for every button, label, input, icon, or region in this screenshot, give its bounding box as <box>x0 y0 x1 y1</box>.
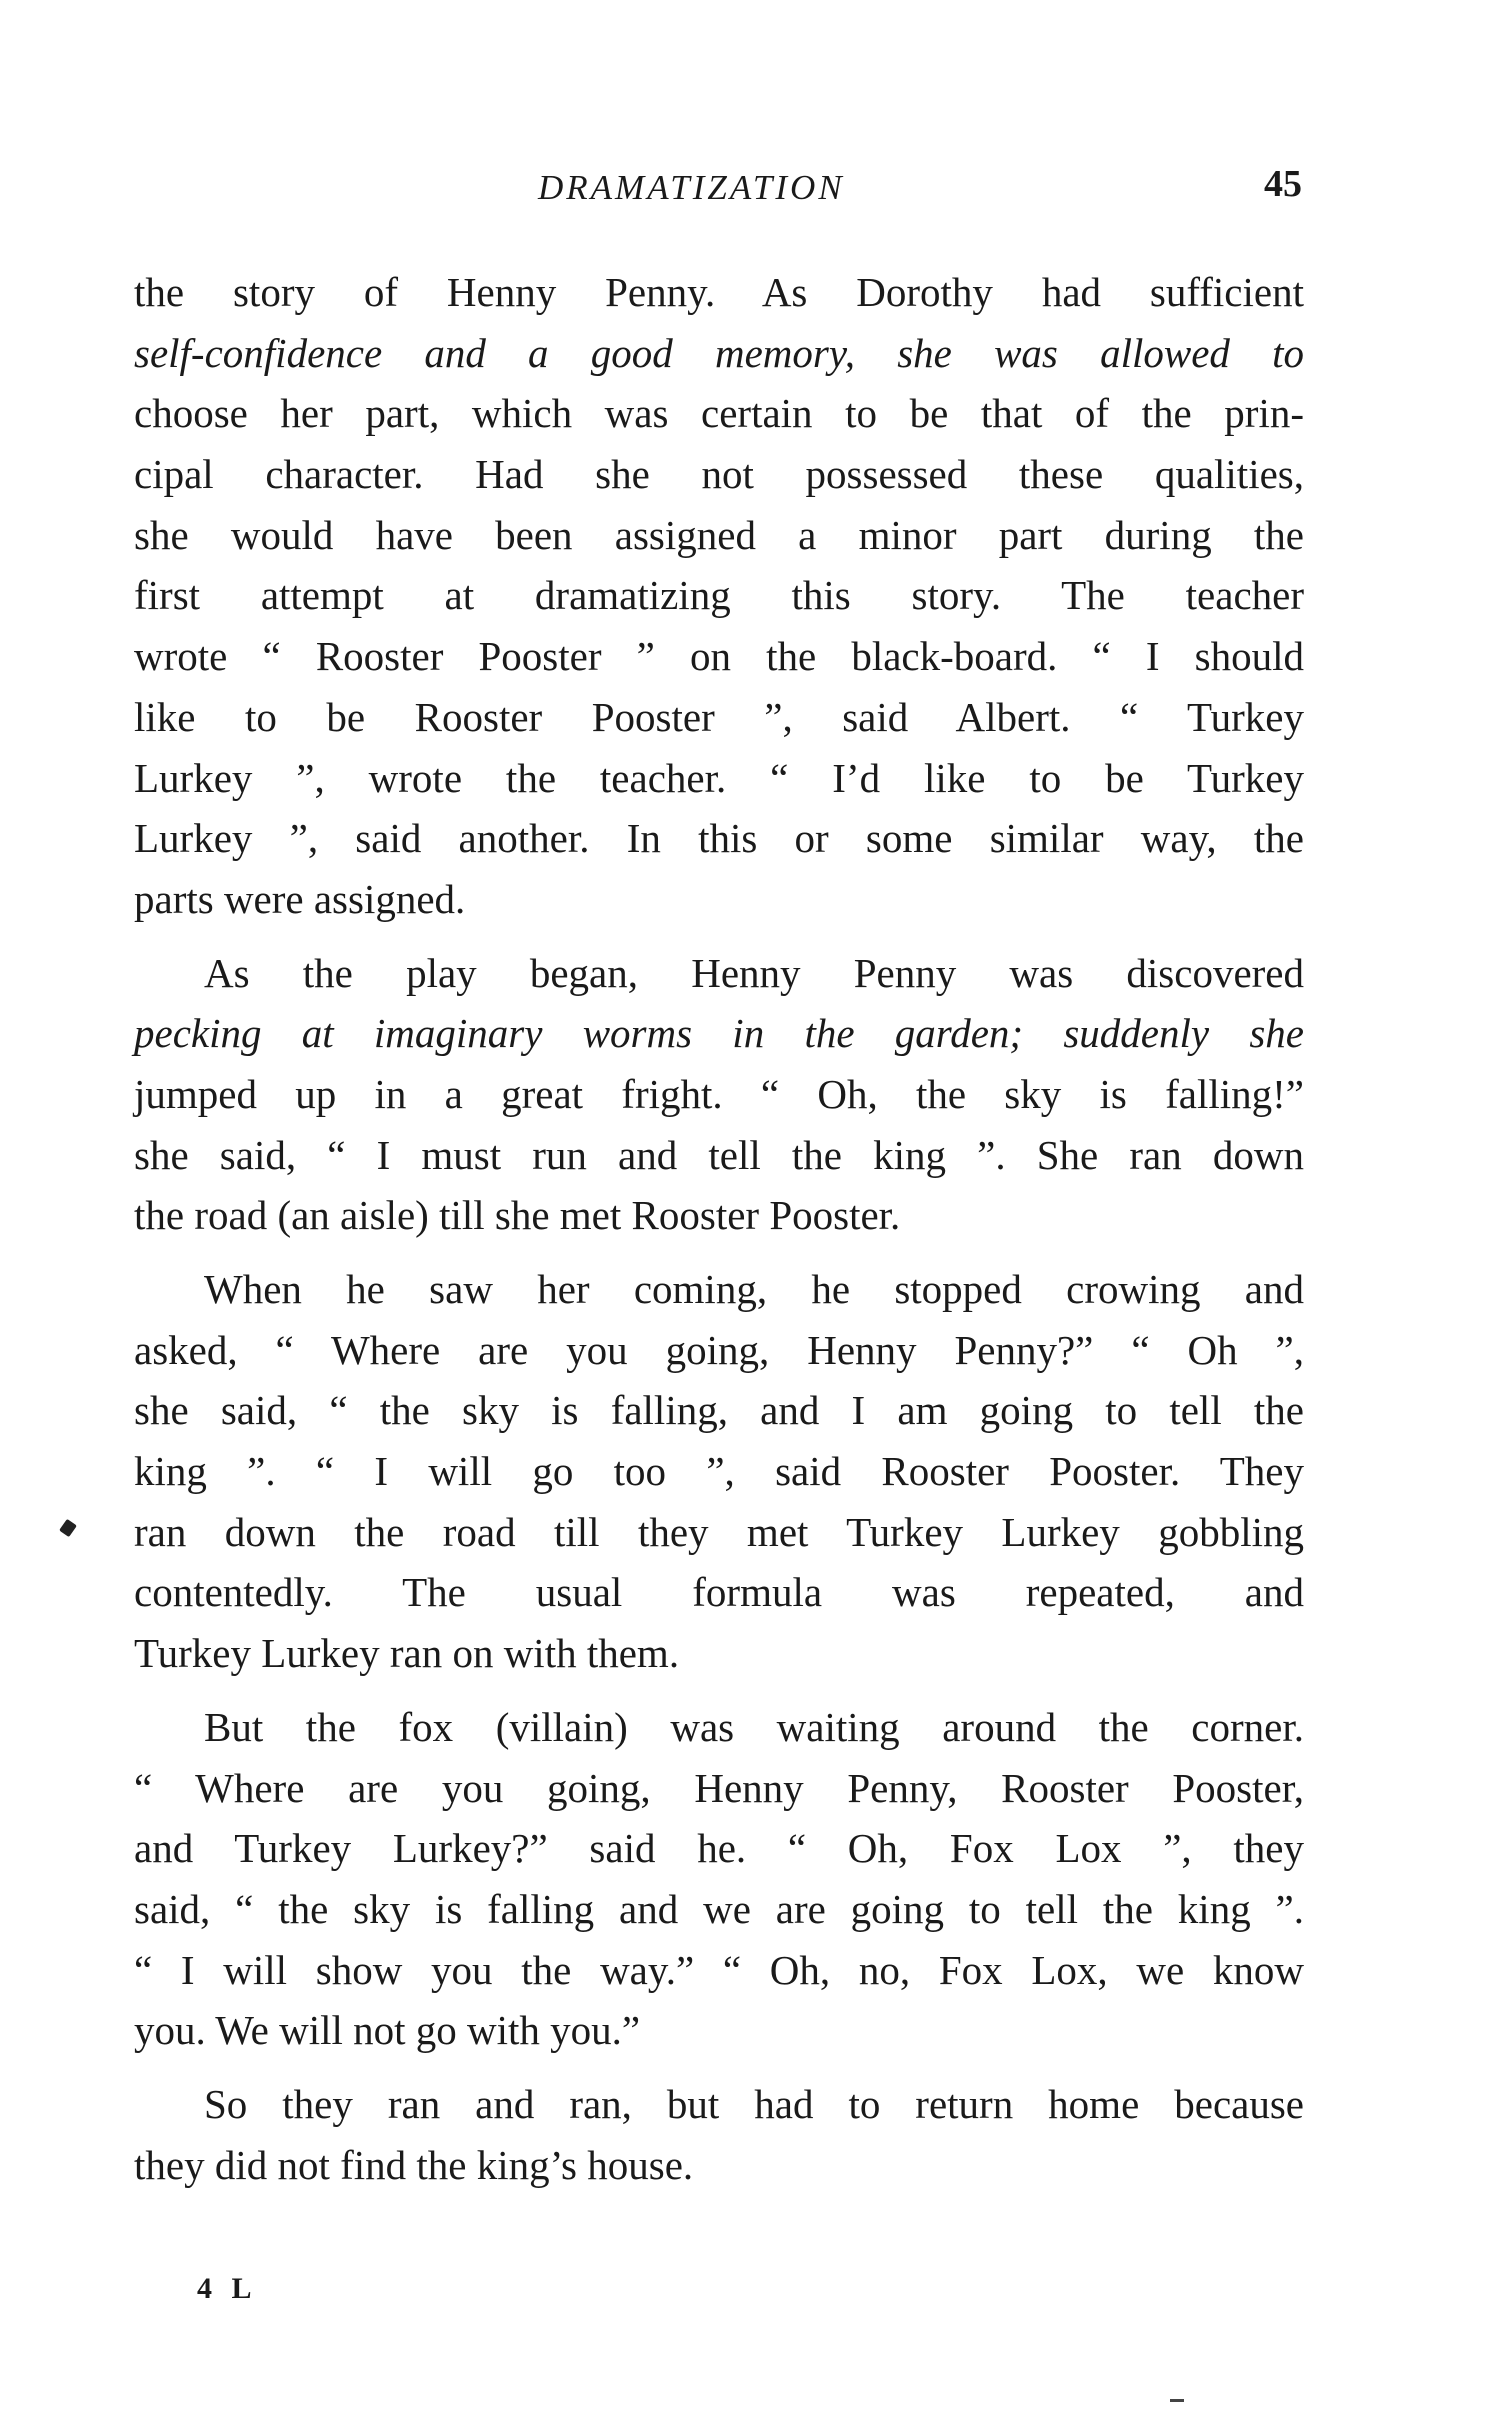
paragraph <box>134 2074 1304 2195</box>
text-line: you. We will not go with you.” <box>134 2007 641 2054</box>
paragraph-gap <box>134 1246 1304 1259</box>
text-line: pecking at imaginary worms in the garden; suddenly she <box>134 1010 1304 1057</box>
text-line: the road (an aisle) till she met Rooster Pooster. <box>134 1192 901 1239</box>
text-line: jumped up in a great fright. “ Oh, the sky is falling!” <box>134 1070 1304 1117</box>
paragraph <box>134 943 1304 1246</box>
text-line: But the fox (villain) was waiting around the corner. <box>204 1703 1304 1750</box>
text-line: and Turkey Lurkey?” said he. “ Oh, Fox Lox ”, they <box>134 1825 1304 1872</box>
text-line: she said, “ the sky is falling, and I am going to tell the <box>134 1387 1304 1434</box>
paragraph-gap <box>134 2061 1304 2074</box>
text-line: choose her part, which was certain to be that of the prin- <box>134 390 1304 437</box>
text-line: wrote “ Rooster Pooster ” on the black-board. “ I should <box>134 633 1304 680</box>
printer-signature-mark: 4 L <box>197 2272 258 2305</box>
text-line: Lurkey ”, said another. In this or some similar way, the <box>134 815 1304 862</box>
text-line: Turkey Lurkey ran on with them. <box>134 1630 680 1677</box>
paragraph-gap <box>134 1684 1304 1697</box>
paragraph <box>134 1259 1304 1684</box>
text-line: asked, “ Where are you going, Henny Penny?” “ Oh ”, <box>134 1326 1304 1373</box>
text-line: they did not find the king’s house. <box>134 2141 694 2188</box>
ink-speck <box>59 1519 77 1537</box>
text-line: When he saw her coming, he stopped crowing and <box>204 1266 1304 1312</box>
text-line: ran down the road till they met Turkey Lurkey gobbling <box>134 1508 1304 1555</box>
text-line: So they ran and ran, but had to return home because <box>204 2080 1304 2127</box>
paragraph-gap <box>134 930 1304 943</box>
text-line: like to be Rooster Pooster ”, said Albert. “ Turkey <box>134 693 1304 740</box>
text-line: she would have been assigned a minor part during the <box>134 511 1304 558</box>
ink-speck <box>1170 2399 1184 2402</box>
text-line: parts were assigned. <box>134 875 466 922</box>
text-line: As the play began, Henny Penny was discovered <box>204 949 1304 996</box>
page-number: 45 <box>1264 163 1302 205</box>
text-line: cipal character. Had she not possessed these qualities, <box>134 451 1304 498</box>
text-line: she said, “ I must run and tell the king ”. She ran down <box>134 1131 1304 1178</box>
text-line: the story of Henny Penny. As Dorothy had sufficient <box>134 269 1304 315</box>
text-line: said, “ the sky is falling and we are going to tell the king ”. <box>134 1885 1304 1932</box>
text-line: “ Where are you going, Henny Penny, Rooster Pooster, <box>134 1764 1304 1811</box>
paragraph <box>134 1697 1304 2061</box>
text-line: contentedly. The usual formula was repeated, and <box>134 1569 1304 1616</box>
text-line: king ”. “ I will go too ”, said Rooster Pooster. They <box>134 1448 1304 1495</box>
text-line: self-confidence and a good memory, she was allowed to <box>134 329 1304 376</box>
text-line: “ I will show you the way.” “ Oh, no, Fox Lox, we know <box>134 1946 1304 1993</box>
running-title: DRAMATIZATION <box>538 168 845 207</box>
running-head <box>0 163 1510 218</box>
paragraph <box>134 262 1304 930</box>
text-line: first attempt at dramatizing this story. The teacher <box>134 572 1304 619</box>
body-text <box>134 262 1304 2195</box>
text-line: Lurkey ”, wrote the teacher. “ I’d like to be Turkey <box>134 754 1304 801</box>
